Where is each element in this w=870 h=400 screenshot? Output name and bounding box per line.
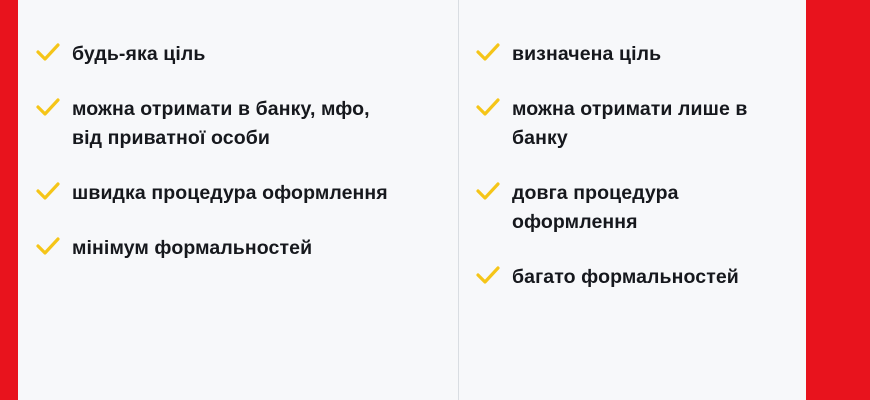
list-item	[36, 179, 440, 208]
comparison-card	[18, 0, 806, 400]
list-item-label: будь-яка ціль	[72, 43, 206, 65]
list-item	[476, 179, 788, 237]
list-item-label: можна отримати лише в банку	[512, 98, 748, 149]
list-item-label: довга процедура оформлення	[512, 182, 679, 233]
right-column	[458, 0, 806, 400]
list-item	[36, 40, 440, 69]
check-icon	[36, 95, 62, 118]
list-item	[36, 95, 440, 153]
list-item-label: мінімум формальностей	[72, 237, 313, 259]
check-icon	[476, 179, 502, 202]
list-item-label: визначена ціль	[512, 43, 662, 65]
list-item-label: швидка процедура оформлення	[72, 182, 388, 204]
left-red-border	[0, 0, 18, 400]
check-icon	[476, 95, 502, 118]
list-item	[476, 263, 788, 292]
list-item	[476, 40, 788, 69]
check-icon	[36, 234, 62, 257]
comparison-columns	[18, 0, 806, 400]
list-item-label: багато формальностей	[512, 266, 739, 288]
left-column	[18, 0, 458, 400]
check-icon	[36, 179, 62, 202]
check-icon	[476, 263, 502, 286]
right-red-border	[806, 0, 870, 400]
check-icon	[36, 40, 62, 63]
list-item	[36, 234, 440, 263]
list-item	[476, 95, 788, 153]
check-icon	[476, 40, 502, 63]
list-item-label: можна отримати в банку, мфо, від приватної особи	[72, 98, 370, 149]
